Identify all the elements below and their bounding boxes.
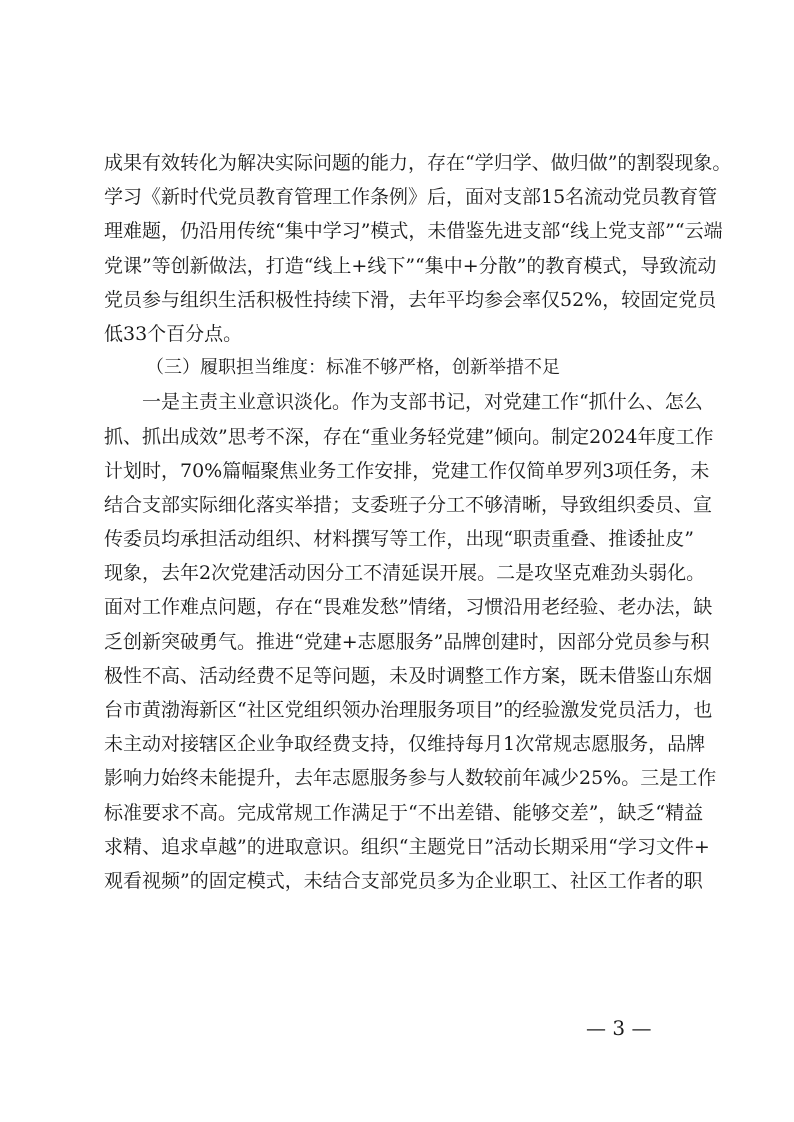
text-line: 传委员均承担活动组织、材料撰写等工作，出现“职责重叠、推诿扯皮” xyxy=(104,528,694,551)
text-line: 极性不高、活动经费不足等问题，未及时调整工作方案，既未借鉴山东烟 xyxy=(104,664,713,687)
text-line: 台市黄渤海新区“社区党组织领办治理服务项目”的经验激发党员活力，也 xyxy=(104,699,713,721)
body-text xyxy=(104,146,732,898)
text-line: 乏创新突破勇气。推进“党建+志愿服务”品牌创建时，因部分党员参与积 xyxy=(104,630,710,653)
text-line: 学习《新时代党员教育管理工作条例》后，面对支部15名流动党员教育管 xyxy=(104,186,718,209)
text-line: 党课”等创新做法，打造“线上+线下”“集中+分散”的教育模式，导致流动 xyxy=(104,254,717,277)
text-line: 现象，去年2次党建活动因分工不清延误开展。二是攻坚克难劲头弱化。 xyxy=(104,562,706,585)
page-number: — 3 — xyxy=(586,1016,652,1040)
text-line: 结合支部实际细化落实举措；支委班子分工不够清晰，导致组织委员、宣 xyxy=(104,493,713,516)
text-line: 一是主责主业意识淡化。作为支部书记，对党建工作“抓什么、怎么 xyxy=(142,391,703,414)
text-line: 面对工作难点问题，存在“畏难发愁”情绪，习惯沿用老经验、老办法，缺 xyxy=(104,596,713,619)
text-line: 成果有效转化为解决实际问题的能力，存在“学归学、做归做”的割裂现象。 xyxy=(104,152,732,174)
text-line: 观看视频”的固定模式，未结合支部党员多为企业职工、社区工作者的职 xyxy=(104,869,703,892)
text-line: 党员参与组织生活积极性持续下滑，去年平均参会率仅52%，较固定党员 xyxy=(104,288,717,311)
text-line: 未主动对接辖区企业争取经费支持，仅维持每月1次常规志愿服务，品牌 xyxy=(104,733,706,756)
text-line: 低33个百分点。 xyxy=(104,322,243,345)
text-line: 抓、抓出成效”思考不深，存在“重业务轻党建”倾向。制定2024年度工作 xyxy=(104,425,714,448)
text-line: 影响力始终未能提升，去年志愿服务参与人数较前年减少25%。三是工作 xyxy=(104,767,717,790)
text-line: 标准要求不高。完成常规工作满足于“不出差错、能够交差”，缺乏“精益 xyxy=(104,801,704,824)
text-line: 计划时，70%篇幅聚焦业务工作安排，党建工作仅简单罗列3项任务，未 xyxy=(104,459,710,482)
text-line: 理难题，仍沿用传统“集中学习”模式，未借鉴先进支部“线上党支部”“云端 xyxy=(104,220,723,243)
section-heading: （三）履职担当维度：标准不够严格，创新举措不足 xyxy=(146,357,560,379)
text-line: 求精、追求卓越”的进取意识。组织“主题党日”活动长期采用“学习文件+ xyxy=(104,835,710,858)
